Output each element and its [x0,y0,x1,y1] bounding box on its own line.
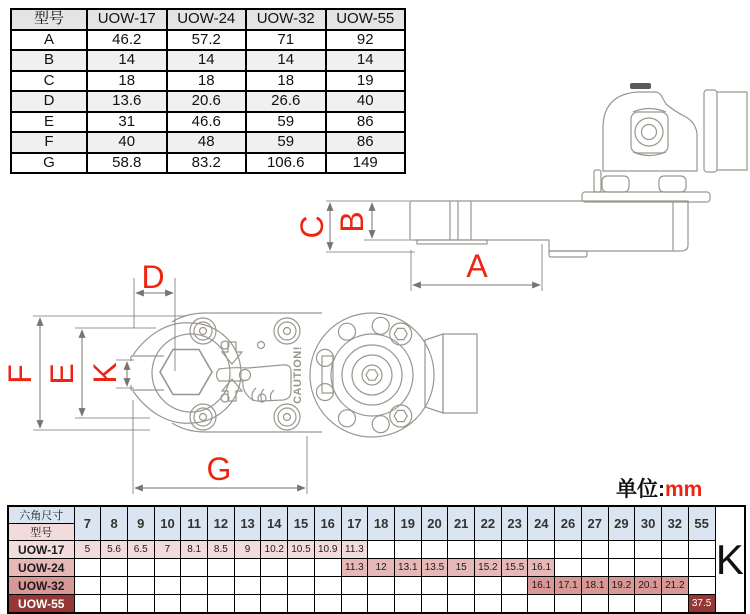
hex-value-cell: 9 [234,541,261,559]
spec-value-cell: 59 [246,132,326,153]
hex-corner-size-label: 六角尺寸 [8,506,74,524]
hex-value-cell [555,541,582,559]
dim-label-c: C [294,215,330,239]
hex-value-cell [127,595,154,614]
dim-label-g: G [206,451,232,487]
spec-row-label: C [11,71,87,92]
hex-value-cell [635,559,662,577]
spec-value-cell: 58.8 [87,153,167,174]
hex-value-cell [368,541,395,559]
spec-value-cell: 46.6 [167,112,247,133]
hex-value-cell: 10.2 [261,541,288,559]
hex-size-header: 13 [234,506,261,541]
hex-value-cell [661,595,688,614]
hex-value-cell [261,577,288,595]
drive-shaft [425,334,477,413]
spec-value-cell: 14 [167,50,247,71]
spec-row-label: F [11,132,87,153]
hex-value-cell: 19.2 [608,577,635,595]
hex-value-cell [501,577,528,595]
spec-row-label: G [11,153,87,174]
spec-value-cell: 26.6 [246,91,326,112]
spec-value-cell: 86 [326,112,406,133]
hex-table-body [8,506,745,613]
hex-value-cell [661,559,688,577]
hex-value-cell [181,595,208,614]
hex-k-cell: K [715,506,745,613]
spec-header-cell: UOW-32 [246,9,326,30]
spec-value-cell: 86 [326,132,406,153]
hex-value-cell: 15.2 [475,559,502,577]
spec-value-cell: 48 [167,132,247,153]
hex-value-cell [341,577,368,595]
hex-model-label: UOW-32 [8,577,74,595]
unit-value: mm [665,478,703,501]
wrench-body-top [172,313,322,432]
hex-value-cell [314,559,341,577]
spec-value-cell: 18 [167,71,247,92]
hex-size-header: 22 [475,506,502,541]
open-end-head [131,323,241,423]
spec-value-cell: 149 [326,153,406,174]
hex-value-cell [581,541,608,559]
hex-value-cell [635,595,662,614]
hex-value-cell [154,577,181,595]
spec-value-cell: 13.6 [87,91,167,112]
hex-value-cell: 37.5 [688,595,715,614]
hex-value-cell [234,577,261,595]
spec-value-cell: 40 [326,91,406,112]
hex-value-cell [261,595,288,614]
hex-model-label: UOW-24 [8,559,74,577]
spec-value-cell: 19 [326,71,406,92]
spec-value-cell: 59 [246,112,326,133]
hex-value-cell [475,541,502,559]
hex-value-cell: 12 [368,559,395,577]
spec-value-cell: 83.2 [167,153,247,174]
hex-value-cell [608,595,635,614]
hex-value-cell [314,595,341,614]
wrench-body-side [410,201,688,257]
spec-value-cell: 46.2 [87,30,167,51]
hex-value-cell: 11.3 [341,541,368,559]
hex-value-cell: 10.5 [288,541,315,559]
hex-value-cell [528,541,555,559]
spec-header-cell: UOW-55 [326,9,406,30]
hex-value-cell: 5.6 [101,541,128,559]
hex-value-cell [208,577,235,595]
hex-value-cell [688,577,715,595]
hex-size-header: 14 [261,506,288,541]
air-motor-housing [582,83,747,202]
hex-value-cell [208,595,235,614]
hex-size-header: 30 [635,506,662,541]
hex-value-cell: 10.9 [314,541,341,559]
table-row [11,50,405,71]
spec-value-cell: 14 [87,50,167,71]
hex-value-cell [421,577,448,595]
hex-size-header: 17 [341,506,368,541]
caution-text: CAUTION! [292,346,304,404]
hex-size-header: 23 [501,506,528,541]
hex-value-cell: 7 [154,541,181,559]
hex-value-cell [475,595,502,614]
hex-value-cell: 17.1 [555,577,582,595]
spec-value-cell: 20.6 [167,91,247,112]
hex-table [7,505,746,614]
ratchet-head-icon [310,313,434,437]
hex-value-cell [394,577,421,595]
hex-value-cell: 8.1 [181,541,208,559]
spec-value-cell: 31 [87,112,167,133]
hex-size-header: 20 [421,506,448,541]
hex-value-cell [581,595,608,614]
spec-value-cell: 18 [246,71,326,92]
hex-value-cell: 13.1 [394,559,421,577]
hex-size-header: 7 [74,506,101,541]
hex-value-cell [528,595,555,614]
hex-value-cell [181,577,208,595]
dim-label-b: B [334,211,370,233]
hex-size-header: 9 [127,506,154,541]
hex-value-cell [101,559,128,577]
hex-value-cell [448,541,475,559]
hex-size-header: 16 [314,506,341,541]
hex-value-cell [127,559,154,577]
hex-size-header: 27 [581,506,608,541]
spec-row-label: E [11,112,87,133]
dim-label-e: E [44,363,80,385]
hex-value-cell [208,559,235,577]
spec-value-cell: 14 [246,50,326,71]
spec-header-cell: UOW-24 [167,9,247,30]
hex-value-cell: 15 [448,559,475,577]
hex-value-cell [688,541,715,559]
dim-label-f: F [2,364,38,384]
unit-label [616,473,702,503]
hex-value-cell [261,559,288,577]
hex-model-label: UOW-17 [8,541,74,559]
unit-prefix: 单位: [616,478,665,501]
hex-value-cell [288,559,315,577]
hex-value-cell [475,577,502,595]
hex-value-cell [421,595,448,614]
spec-header-row [11,9,405,30]
hex-value-cell [314,577,341,595]
spec-value-cell: 40 [87,132,167,153]
hex-value-cell [341,595,368,614]
table-row [11,30,405,51]
hex-size-header: 11 [181,506,208,541]
table-row [8,559,745,577]
hex-value-cell [421,541,448,559]
hex-size-header: 24 [528,506,555,541]
spec-header-cell: UOW-17 [87,9,167,30]
hex-size-header: 12 [208,506,235,541]
hex-value-cell [234,595,261,614]
hex-value-cell [101,577,128,595]
hex-value-cell [661,541,688,559]
hex-value-cell [127,577,154,595]
table-row [8,595,745,614]
hex-value-cell: 15.5 [501,559,528,577]
hex-size-header: 55 [688,506,715,541]
hex-value-cell [448,577,475,595]
hex-value-cell [581,559,608,577]
hex-value-cell: 6.5 [127,541,154,559]
hex-value-cell [234,559,261,577]
hex-socket-icon [160,350,212,395]
spec-row-label: B [11,50,87,71]
spec-row-label: A [11,30,87,51]
hex-value-cell [555,559,582,577]
arrow-up-icon [222,379,242,401]
hex-value-cell [181,559,208,577]
hex-value-cell: 11.3 [341,559,368,577]
spec-value-cell: 71 [246,30,326,51]
hex-value-cell [74,595,101,614]
hex-value-cell: 16.1 [528,577,555,595]
hex-value-cell: 18.1 [581,577,608,595]
spec-value-cell: 106.6 [246,153,326,174]
hex-value-cell [635,541,662,559]
hex-size-header: 21 [448,506,475,541]
valve-cap-icon [630,83,651,89]
hex-value-cell: 8.5 [208,541,235,559]
spec-value-cell: 18 [87,71,167,92]
hex-value-cell [608,559,635,577]
hex-value-cell [101,595,128,614]
hex-model-label: UOW-55 [8,595,74,614]
hex-value-cell [394,595,421,614]
hex-header-row [8,506,745,524]
hex-value-cell [368,577,395,595]
hex-value-cell: 13.5 [421,559,448,577]
hex-value-cell [154,595,181,614]
hex-size-header: 8 [101,506,128,541]
dim-label-k: K [87,362,123,384]
hex-value-cell [688,559,715,577]
hex-value-cell [288,577,315,595]
hex-size-header: 29 [608,506,635,541]
hex-value-cell: 21.2 [661,577,688,595]
spec-value-cell: 57.2 [167,30,247,51]
dimension-lines-top [33,278,307,494]
hex-value-cell [501,595,528,614]
hex-size-header: 26 [555,506,582,541]
hex-value-cell: 16.1 [528,559,555,577]
hex-size-header: 10 [154,506,181,541]
hex-value-cell [288,595,315,614]
hex-value-cell [74,559,101,577]
bolt-icon [190,318,300,430]
spec-header-cell: 型号 [11,9,87,30]
hex-value-cell [74,577,101,595]
spec-row-label: D [11,91,87,112]
hex-size-header: 19 [394,506,421,541]
spec-value-cell: 92 [326,30,406,51]
bolt-icon [635,118,663,146]
hex-value-cell: 20.1 [635,577,662,595]
dim-label-a: A [466,248,488,284]
hex-value-cell [501,541,528,559]
hex-size-header: 15 [288,506,315,541]
hex-value-cell [555,595,582,614]
hex-value-cell [394,541,421,559]
table-row [8,577,745,595]
hex-value-cell [368,595,395,614]
hex-bolt-icon [390,323,412,427]
dim-label-d: D [141,259,165,295]
hex-size-header: 32 [661,506,688,541]
spec-value-cell: 14 [326,50,406,71]
hex-value-cell [608,541,635,559]
hex-value-cell: 5 [74,541,101,559]
hex-value-cell [448,595,475,614]
hex-value-cell [154,559,181,577]
hex-size-header: 18 [368,506,395,541]
table-row [8,541,745,559]
hex-corner-model-label: 型号 [8,524,74,541]
